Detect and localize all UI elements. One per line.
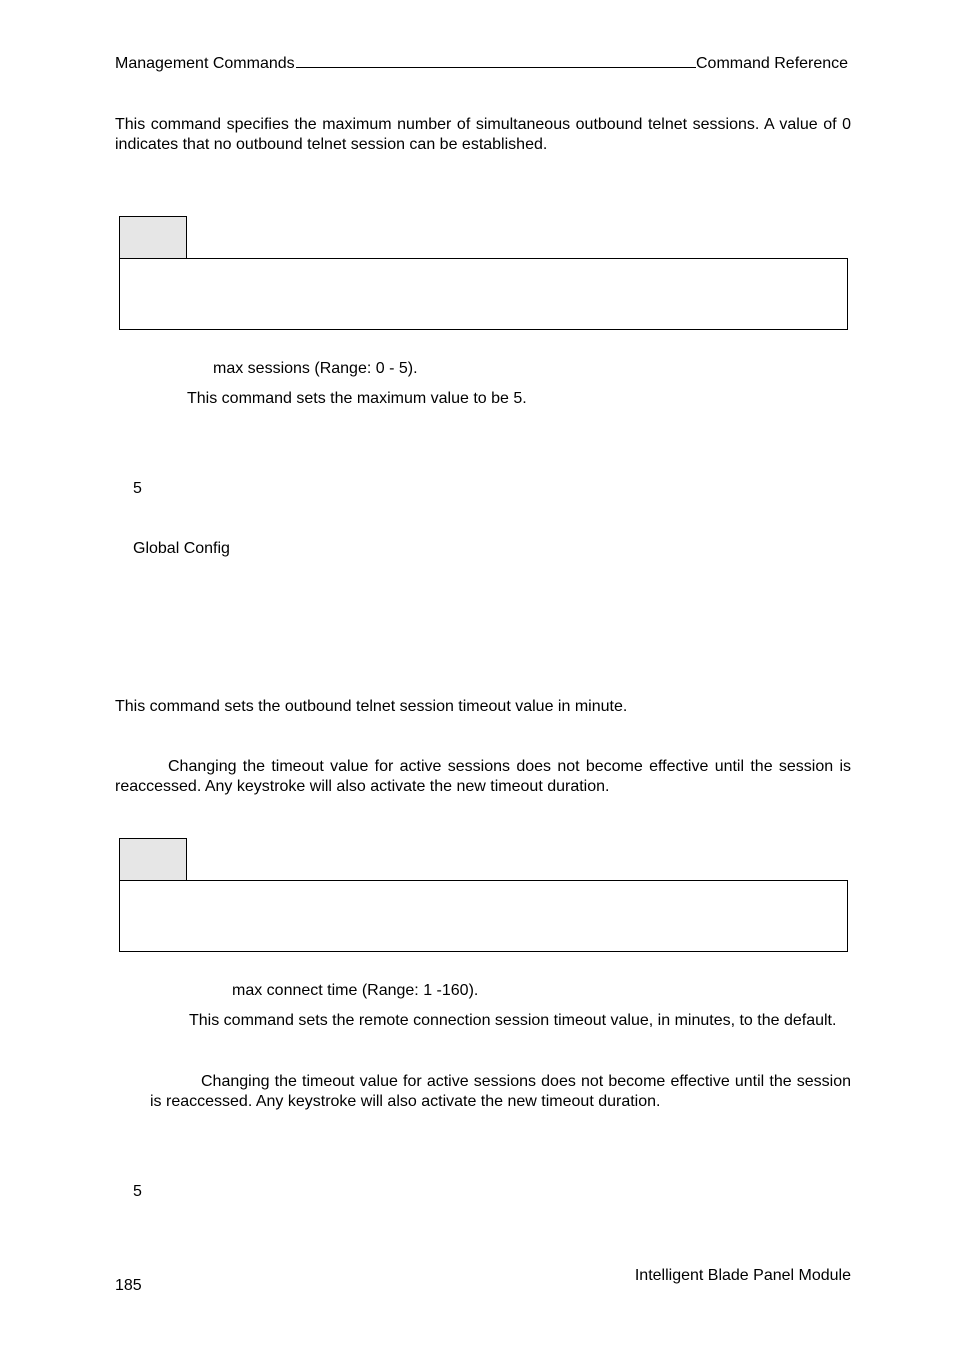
section1-default-value: 5 (133, 480, 142, 497)
section2-default-value: 5 (133, 1183, 142, 1200)
section1-mode: Global Config (133, 540, 230, 557)
section2-no-note: Changing the timeout value for active sessions does not become effective until the session is reaccessed. Any keystroke will also activate the new timeout duration. (150, 1073, 851, 1110)
section1-description: This command specifies the maximum number of simultaneous outbound telnet sessions. A value of 0 indicates that no outbound telnet session can be established. (115, 116, 851, 153)
section2-no-form: This command sets the remote connection session timeout value, in minutes, to the default. (189, 1012, 837, 1029)
section2-parameter: max connect time (Range: 1 -160). (232, 982, 479, 999)
format-label-tab-1 (119, 216, 187, 258)
header-rule (296, 66, 696, 68)
header-right-text: Command Reference (696, 55, 849, 72)
running-header-left (115, 54, 715, 74)
command-syntax-box-1 (119, 258, 848, 330)
section1-no-form: This command sets the maximum value to be 5. (187, 390, 527, 407)
format-label-tab-2 (119, 838, 187, 880)
command-syntax-box-2 (119, 880, 848, 952)
section2-note: Changing the timeout value for active sessions does not become effective until the session is reaccessed. Any keystroke will also activate the new timeout duration. (115, 758, 851, 795)
section2-description: This command sets the outbound telnet session timeout value in minute. (115, 698, 628, 715)
page-number: 185 (115, 1277, 142, 1294)
footer-title: Intelligent Blade Panel Module (634, 1267, 851, 1284)
section1-parameter: max sessions (Range: 0 - 5). (213, 360, 418, 377)
header-left-text: Management Commands (115, 55, 295, 72)
